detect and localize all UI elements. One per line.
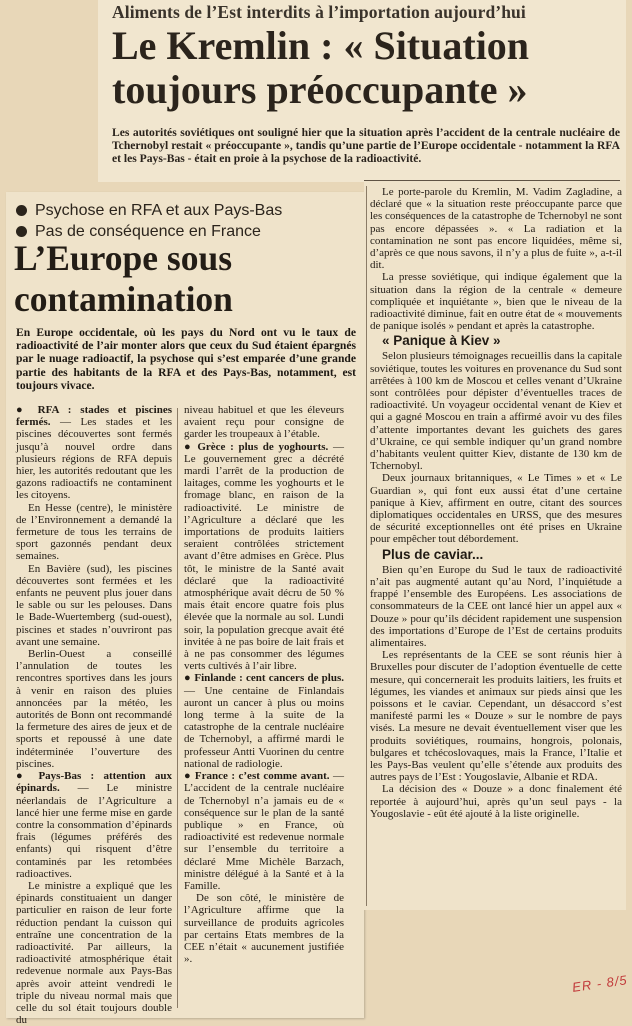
column-rule-2 xyxy=(366,186,367,906)
headline-lede: Les autorités soviétiques ont souligné hier que la situation après l’accident de la centrale nucléaire de Tchernobyl restait « préoccupante », tandis qu’une partie de l’Europe occidentale - notamment la RFA et les Pays-Bas - était en proie à la psychose de la radioactivité. xyxy=(112,126,620,166)
headline-line-1: Le Kremlin : « Situation xyxy=(112,23,530,68)
bullet-text: Psychose en RFA et aux Pays-Bas xyxy=(35,202,283,219)
paragraph: Bien qu’en Europe du Sud le taux de radioactivité n’ait pas augmenté autant qu’au Nord, l’inquiétude a frappé l’ensemble des Européens. Les associations de consommateurs de la CEE ont lancé hier un appel aux « Douze » pour qu’ils décident rapidement une suspension des importations d’Europe de l’Est de certains produits alimentaires. xyxy=(370,563,622,649)
paragraph-text: — Les stades et les piscines découvertes sont fermés jusqu’à nouvel ordre dans plusieurs régions de RFA depuis hier, les autorités redoutant que les gazons radioactifs ne contaminent les citoyens. xyxy=(16,416,172,502)
column-c xyxy=(370,186,622,820)
paragraph-text: — Le gouvernement grec a décrété mardi l’arrêt de la production de laitages, comme les yoghourts et le fromage blanc, en raison de la radioactivité. Le ministre de l’Agriculture a déclaré que les importations de produits laitiers seraient contrôlées strictement avant d’être admises en Grèce. Plus tôt, le ministre de la Santé avait déclaré que la radioactivité atmosphérique avait décru de 50 % mais était encore quatre fois plus élevée que la normale au sol. Lundi soir, la population grecque avait été invitée à ne pas boire de lait frais et à ne pas consommer des légumes verts cultivés à l’air libre. xyxy=(184,440,345,673)
paragraph: Le porte-parole du Kremlin, M. Vadim Zagladine, a déclaré que « la situation reste préoccupante parce que les conséquences de la catastrophe de Tchernobyl ne sont pas encore dépassées ». « La radiation et la contamination ne sont pas encore liquidées, même si, d’après ce que nous savons, il n’y a plus de fuite », a-t-il dit. xyxy=(370,186,622,272)
headline xyxy=(112,24,618,112)
paragraph-text: — L’accident de la centrale nucléaire de Tchernobyl n’a jamais eu de « conséquence sur le plan de la santé publique » en France, où radioactivité est redevenue normale sur l’ensemble du territoire a déclaré Mme Michèle Barzach, ministre délégué à la Santé et à la Famille. xyxy=(184,770,344,892)
article-title-line-1: L’Europe sous xyxy=(14,238,233,278)
paragraph-lead: ● Grèce : plus de yoghourts. xyxy=(184,440,329,453)
paragraph xyxy=(184,672,344,770)
paragraph: Les représentants de la CEE se sont réunis hier à Bruxelles pour discuter de l’adoption éventuelle de cette mesure, qui concernerait les produits laitiers, les fruits et légumes, les viandes et animaux sur pieds ainsi que les poissons et le caviar. Cependant, un désaccord s’est manifesté parmi les « Douze » sur le nombre de pays visés. La mesure ne devait éventuellement viser que les produits soviétiques, roumains, hongrois, polonais, bulgares et tchécoslovaques, mais la France, l’Italie et les Pays-Bas veulent qu’elle s’étende aux produits des autres pays de l’Est : Yougoslavie, Albanie et RDA. xyxy=(370,649,622,784)
paragraph xyxy=(16,770,172,880)
paragraph: Le ministre a expliqué que les épinards constituaient un danger particulier en raison de leur forte réduction pendant la cuisson qui entraîne une concentration de la radioactivité. Par ailleurs, la radioactivité atmosphérique était redevenue normale aux Pays-Bas après avoir atteint vendredi le triple du niveau normal mais que celle du sol était toujours double du xyxy=(16,879,172,1026)
bullet-dot-icon xyxy=(16,205,27,216)
bullet-dot-icon xyxy=(16,226,27,237)
margin-note: ER - 8/5 xyxy=(571,972,629,995)
divider-right-top xyxy=(364,180,620,181)
subtitle-bullets xyxy=(16,200,346,242)
column-b xyxy=(184,404,344,965)
article-title xyxy=(14,238,360,320)
paragraph: Selon plusieurs témoignages recueillis dans la capitale soviétique, toutes les voitures en provenance du Sud sont arrêtées à 100 km de Moscou et celles venant d’Ukraine sont contrôlées pour dépister d’éventuelles traces de radioactivité. Un voyageur occidental venant de Kiev et qui a gagné Moscou en train a affirmé avoir vu des files d’attente importantes devant les guichets des gares d’Ukraine, ce qui semble indiquer qu’un grand nombre d’habitants veulent quitter Kiev, distante de 130 km de Tchernobyl. xyxy=(370,350,622,473)
paragraph xyxy=(16,404,172,502)
paragraph: En Bavière (sud), les piscines découvertes sont fermées et les enfants ne peuvent plus jouer dans le sable ou sur les pelouses. Dans le Bade-Wuertemberg (sud-ouest), piscines et stades n’ouvriront pas avant une semaine. xyxy=(16,562,172,648)
subheading: « Panique à Kiev » xyxy=(382,333,501,349)
bullet-text: Pas de conséquence en France xyxy=(35,223,261,240)
paragraph xyxy=(184,441,344,673)
article-title-line-2: contamination xyxy=(14,279,233,319)
paragraph: De son côté, le ministère de l’Agriculture affirme que la surveillance de produits agricoles par certains Etats membres de la CEE n’était « aucunement justifiée ». xyxy=(184,892,344,966)
paragraph-text: — Une centaine de Finlandais auront un cancer à plus ou moins long terme à la suite de la catastrophe de la centrale nucléaire de Tchernobyl, a affirmé mardi le professeur Antti Vuorinen du centre national de radiologie. xyxy=(184,684,344,770)
paragraph-lead: ● France : c’est comme avant. xyxy=(184,770,330,783)
headline-line-2: toujours préoccupante » xyxy=(112,67,528,112)
paragraph-lead: ● Finlande : cent cancers de plus. xyxy=(184,672,344,685)
paragraph-text: — Le ministre néerlandais de l’Agriculture a lancé hier une ferme mise en garde contre la consommation d’épinards frais (légumes préférés des enfants) qui risquent d’être contaminés par les retombées radioactives. xyxy=(16,782,172,880)
paragraph: La décision des « Douze » a donc finalement été reportée à aujourd’hui, après qu’un seul pays - la Yougoslavie - eût été ajouté à la liste originelle. xyxy=(370,783,622,820)
kicker: Aliments de l’Est interdits à l’importation aujourd’hui xyxy=(112,2,526,22)
bullet-rfa xyxy=(16,200,346,221)
article-lede: En Europe occidentale, où les pays du Nord ont vu le taux de radioactivité de l’air monter alors que ceux du Sud étaient épargnés par le nuage radioactif, la psychose qui s’est emparée d’une grande partie des habitants de la RFA et des Pays-Bas, notamment, est toujours vivace. xyxy=(16,326,356,392)
paragraph-lead: ● RFA : stades et piscines fermés. xyxy=(16,404,172,429)
subheading: Plus de caviar... xyxy=(382,546,484,562)
paragraph-lead: ● Pays-Bas : attention aux épinards. xyxy=(16,770,172,795)
column-a xyxy=(16,404,172,1026)
paragraph: Deux journaux britanniques, « Le Times » et « Le Guardian », qui font eux aussi état d’une certaine panique à Kiev, affirment en outre, citant des sources diplomatiques occidentales en URSS, que des mesures de sécurité exceptionnelles ont été prises en Ukraine pour empêcher tout débordement. xyxy=(370,472,622,546)
paragraph: niveau habituel et que les éleveurs avaient reçu pour consigne de garder les troupeaux à l’étable. xyxy=(184,404,344,441)
paragraph: En Hesse (centre), le ministère de l’Environnement a demandé la fermeture de tous les terrains de sport gazonnés pendant deux semaines. xyxy=(16,501,172,563)
column-rule-1 xyxy=(177,408,178,1008)
paragraph: Berlin-Ouest a conseillé l’annulation de toutes les rencontres sportives dans les jours à venir en raison des pluies annoncées par la météo, les autorités de Bonn ont recommandé la fermeture des aires de jeux et de sports et repoussé à une date indéterminée l’ouverture des piscines. xyxy=(16,648,172,770)
paragraph xyxy=(184,770,344,892)
paragraph: La presse soviétique, qui indique également que la situation dans la région de la centrale « demeure compliquée et inquiétante », bien que le niveau de la radioactivité diminue, fait en outre état de « mouvements de panique isolés » pendant et après la catastrophe. xyxy=(370,271,622,333)
